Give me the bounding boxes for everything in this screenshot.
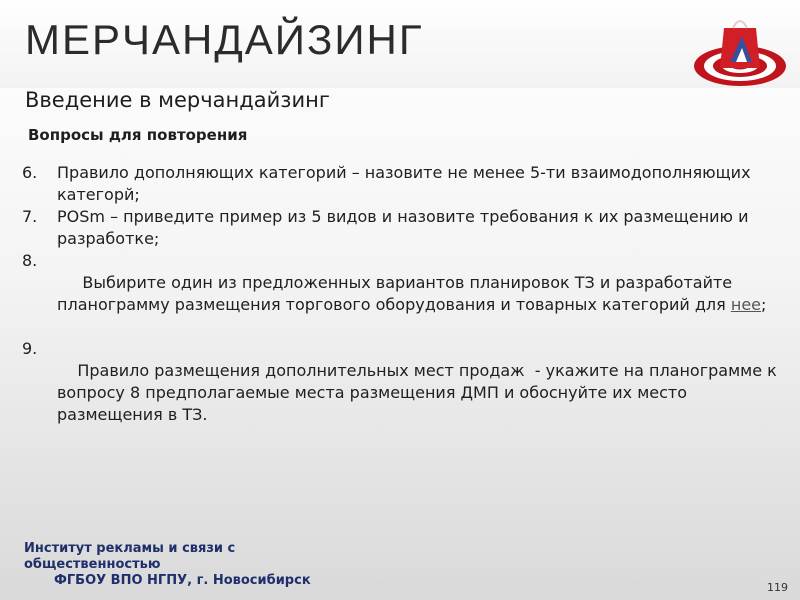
item-text: Правило дополняющих категорий – назовите не менее 5-ти взаимодополняющих категорй; <box>57 163 751 204</box>
list-item <box>0 338 790 448</box>
item-number: 9. <box>22 339 38 358</box>
list-item <box>0 162 790 206</box>
item-text: POSm – приведите пример из 5 видов и назовите требования к их размещению и разработке; <box>57 207 749 248</box>
slide-title: МЕРЧАНДАЙЗИНГ <box>25 16 424 63</box>
item-number: 7. <box>22 207 38 226</box>
footer-institution <box>24 541 311 589</box>
target-bag-logo-icon <box>690 10 790 88</box>
list-item <box>0 250 790 338</box>
item-text-end: ; <box>761 295 767 314</box>
questions-list <box>0 162 790 448</box>
item-number: 8. <box>22 251 38 270</box>
page-number: 119 <box>767 581 788 594</box>
list-item <box>0 206 790 250</box>
footer-line: ФГБОУ ВПО НГПУ, г. Новосибирск <box>54 573 311 588</box>
underlined-word: нее <box>730 295 762 314</box>
footer-line: общественностью <box>24 557 161 572</box>
footer-line: Институт рекламы и связи с <box>24 541 236 556</box>
item-text: Выбирите один из предложенных вариантов планировок ТЗ и разработайте планограмму размещения торгового оборудования и товарных категорий для <box>57 273 738 314</box>
slide-subtitle: Введение в мерчандайзинг <box>25 88 330 112</box>
section-title: Вопросы для повторения <box>28 126 248 144</box>
item-text: Правило размещения дополнительных мест продаж - укажите на планограмме к вопросу 8 предполагаемые места размещения ДМП и обоснуйте их место размещения в ТЗ. <box>57 361 782 424</box>
item-number: 6. <box>22 163 38 182</box>
